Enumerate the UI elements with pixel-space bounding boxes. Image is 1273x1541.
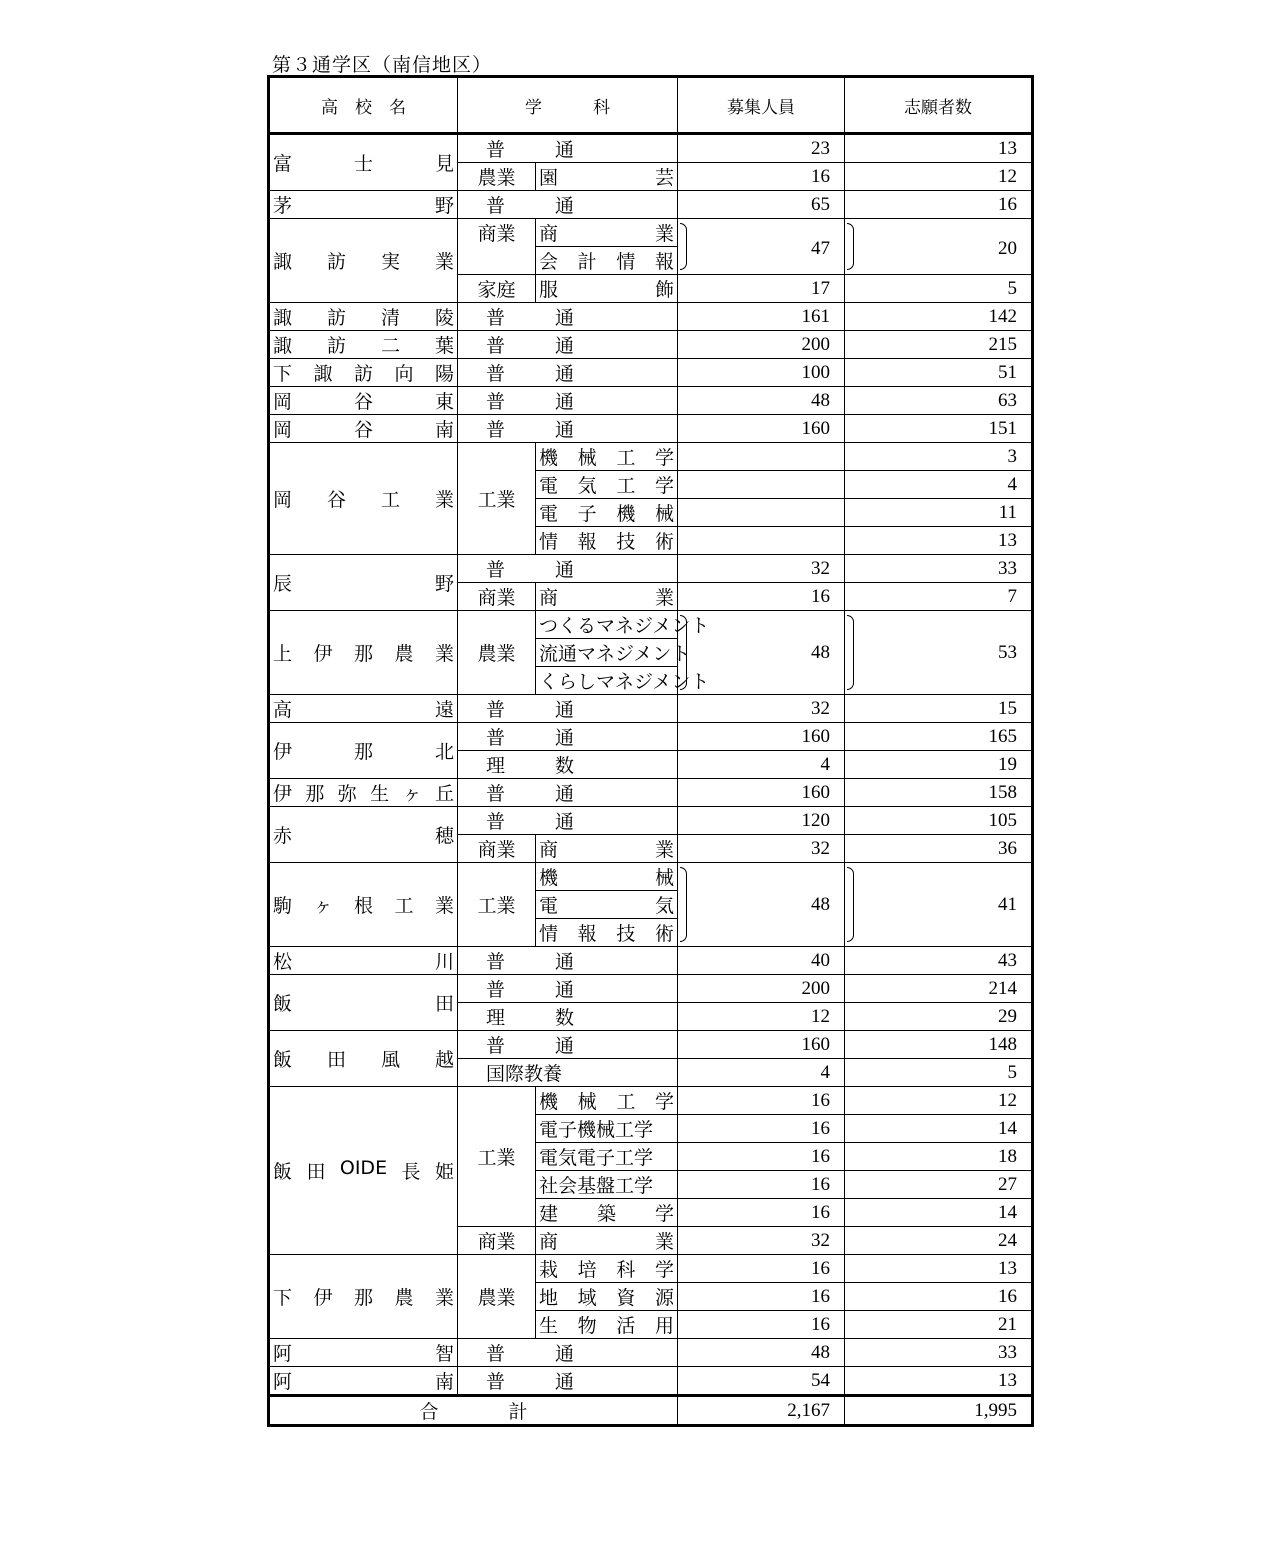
recruit-count: 200	[678, 331, 845, 359]
header-applicants: 志願者数	[845, 77, 1033, 134]
category-name: 商業	[458, 835, 536, 863]
subject-name: 情 報 技 術	[536, 527, 678, 555]
subject-name: 建 築 学	[536, 1199, 678, 1227]
applicant-count: 11	[845, 499, 1033, 527]
subject-name: 普 通	[458, 191, 678, 219]
applicant-count: 3	[845, 443, 1033, 471]
subject-name: 普 通	[458, 359, 678, 387]
recruit-count: 23	[678, 134, 845, 163]
table-row	[269, 331, 1033, 359]
category-name: 工業	[458, 1087, 536, 1227]
applicant-count: 63	[845, 387, 1033, 415]
school-name: 駒 ヶ 根 工 業	[269, 863, 458, 947]
subject-name: 商 業	[536, 835, 678, 863]
category-name: 工業	[458, 863, 536, 947]
subject-name: 国際教養	[458, 1059, 678, 1087]
school-name: 下 伊 那 農 業	[269, 1255, 458, 1339]
subject-name: 服 飾	[536, 275, 678, 303]
recruit-count: 160	[678, 1031, 845, 1059]
subject-name: くらしマネジメント	[536, 667, 678, 695]
table-row	[269, 611, 1033, 639]
recruit-count: 47	[678, 219, 845, 275]
school-name: 阿 南	[269, 1367, 458, 1396]
applicant-count: 21	[845, 1311, 1033, 1339]
applicant-count: 20	[845, 219, 1033, 275]
recruit-count: 48	[678, 863, 845, 947]
recruit-count: 48	[678, 1339, 845, 1367]
applicant-count: 29	[845, 1003, 1033, 1031]
school-name: 飯 田	[269, 975, 458, 1031]
recruit-count: 160	[678, 415, 845, 443]
table-row	[269, 807, 1033, 835]
category-name: 農業	[458, 1255, 536, 1339]
applicant-count: 165	[845, 723, 1033, 751]
recruit-count: 32	[678, 1227, 845, 1255]
school-name: 諏 訪 二 葉	[269, 331, 458, 359]
category-name: 商業	[458, 1227, 536, 1255]
category-name: 農業	[458, 163, 536, 191]
recruit-count	[678, 471, 845, 499]
subject-name: 普 通	[458, 1367, 678, 1396]
recruit-count: 120	[678, 807, 845, 835]
subject-name: 電子機械工学	[536, 1115, 678, 1143]
subject-name: 普 通	[458, 303, 678, 331]
subject-name: 普 通	[458, 947, 678, 975]
school-name: 岡 谷 南	[269, 415, 458, 443]
total-applicants: 1,995	[845, 1396, 1033, 1426]
subject-name: 社会基盤工学	[536, 1171, 678, 1199]
recruit-count: 65	[678, 191, 845, 219]
subject-name: 電 気 工 学	[536, 471, 678, 499]
table-row	[269, 443, 1033, 471]
subject-name: 普 通	[458, 779, 678, 807]
subject-name: 普 通	[458, 1339, 678, 1367]
subject-name: 情 報 技 術	[536, 919, 678, 947]
subject-name: 商 業	[536, 583, 678, 611]
table-row	[269, 415, 1033, 443]
applicant-count: 33	[845, 555, 1033, 583]
subject-name: 普 通	[458, 807, 678, 835]
recruit-count: 16	[678, 1143, 845, 1171]
subject-name: 機 械 工 学	[536, 1087, 678, 1115]
table-row	[269, 1087, 1033, 1115]
applicant-count: 214	[845, 975, 1033, 1003]
subject-name: 普 通	[458, 695, 678, 723]
table-row	[269, 555, 1033, 583]
total-label: 合 計	[269, 1396, 678, 1426]
applicant-count: 148	[845, 1031, 1033, 1059]
table-row	[269, 303, 1033, 331]
table-row	[269, 387, 1033, 415]
applicant-count: 24	[845, 1227, 1033, 1255]
category-name: 商業	[458, 219, 536, 275]
applicant-count: 4	[845, 471, 1033, 499]
recruit-count: 161	[678, 303, 845, 331]
table-row	[269, 975, 1033, 1003]
category-name: 家庭	[458, 275, 536, 303]
school-name: 上 伊 那 農 業	[269, 611, 458, 695]
subject-name: 地 域 資 源	[536, 1283, 678, 1311]
school-name: 飯 田 風 越	[269, 1031, 458, 1087]
recruit-count: 32	[678, 835, 845, 863]
subject-name: 普 通	[458, 331, 678, 359]
recruit-count: 160	[678, 723, 845, 751]
applicant-count: 53	[845, 611, 1033, 695]
subject-name: 生 物 活 用	[536, 1311, 678, 1339]
table-header-row	[269, 77, 1033, 134]
recruit-count: 4	[678, 1059, 845, 1087]
recruit-count: 16	[678, 1283, 845, 1311]
applicant-count: 105	[845, 807, 1033, 835]
applicant-count: 13	[845, 527, 1033, 555]
recruit-count: 200	[678, 975, 845, 1003]
subject-name: 会 計 情 報	[536, 247, 678, 275]
table-row	[269, 191, 1033, 219]
applicant-count: 36	[845, 835, 1033, 863]
table-row	[269, 219, 1033, 247]
table-row	[269, 359, 1033, 387]
subject-name: 普 通	[458, 723, 678, 751]
subject-name: 理 数	[458, 1003, 678, 1031]
recruit-count: 16	[678, 1255, 845, 1283]
recruit-count: 16	[678, 1199, 845, 1227]
category-name: 工業	[458, 443, 536, 555]
school-name: 富 士 見	[269, 134, 458, 191]
table-row	[269, 947, 1033, 975]
applicant-count: 215	[845, 331, 1033, 359]
school-name: 高 遠	[269, 695, 458, 723]
school-name: 松 川	[269, 947, 458, 975]
recruit-count: 160	[678, 779, 845, 807]
subject-name: 電 気	[536, 891, 678, 919]
recruit-count: 17	[678, 275, 845, 303]
school-name: 伊 那 北	[269, 723, 458, 779]
recruit-count	[678, 443, 845, 471]
school-name: 飯 田 OIDE 長 姫	[269, 1087, 458, 1255]
subject-name: つくるマネジメント	[536, 611, 678, 639]
applicant-count: 151	[845, 415, 1033, 443]
applicant-count: 7	[845, 583, 1033, 611]
applicant-count: 12	[845, 1087, 1033, 1115]
applicant-count: 16	[845, 191, 1033, 219]
applicant-count: 14	[845, 1199, 1033, 1227]
recruit-count: 4	[678, 751, 845, 779]
page-title: 第３通学区（南信地区）	[272, 54, 493, 76]
enrollment-table	[267, 75, 1034, 1427]
applicant-count: 5	[845, 1059, 1033, 1087]
applicant-count: 43	[845, 947, 1033, 975]
table-row	[269, 695, 1033, 723]
subject-name: 電気電子工学	[536, 1143, 678, 1171]
applicant-count: 13	[845, 1255, 1033, 1283]
header-recruit: 募集人員	[678, 77, 845, 134]
applicant-count: 14	[845, 1115, 1033, 1143]
header-school: 高 校 名	[269, 77, 458, 134]
applicant-count: 13	[845, 134, 1033, 163]
applicant-count: 51	[845, 359, 1033, 387]
recruit-count: 16	[678, 163, 845, 191]
subject-name: 普 通	[458, 555, 678, 583]
recruit-count: 16	[678, 1171, 845, 1199]
school-name: 諏 訪 実 業	[269, 219, 458, 303]
subject-name: 普 通	[458, 415, 678, 443]
recruit-count	[678, 527, 845, 555]
total-recruit: 2,167	[678, 1396, 845, 1426]
applicant-count: 27	[845, 1171, 1033, 1199]
subject-name: 栽 培 科 学	[536, 1255, 678, 1283]
recruit-count: 48	[678, 387, 845, 415]
recruit-count: 12	[678, 1003, 845, 1031]
school-name: 赤 穂	[269, 807, 458, 863]
subject-name: 電 子 機 械	[536, 499, 678, 527]
total-row	[269, 1396, 1033, 1426]
recruit-count: 16	[678, 583, 845, 611]
applicant-count: 158	[845, 779, 1033, 807]
subject-name: 理 数	[458, 751, 678, 779]
applicant-count: 13	[845, 1367, 1033, 1396]
recruit-count: 16	[678, 1087, 845, 1115]
recruit-count: 32	[678, 695, 845, 723]
school-name: 茅 野	[269, 191, 458, 219]
table-row	[269, 863, 1033, 891]
school-name: 伊 那 弥 生 ヶ 丘	[269, 779, 458, 807]
applicant-count: 16	[845, 1283, 1033, 1311]
recruit-count: 16	[678, 1115, 845, 1143]
applicant-count: 142	[845, 303, 1033, 331]
table-row	[269, 1255, 1033, 1283]
recruit-count: 100	[678, 359, 845, 387]
subject-name: 機 械	[536, 863, 678, 891]
school-name: 諏 訪 清 陵	[269, 303, 458, 331]
school-name: 辰 野	[269, 555, 458, 611]
applicant-count: 33	[845, 1339, 1033, 1367]
applicant-count: 5	[845, 275, 1033, 303]
applicant-count: 41	[845, 863, 1033, 947]
table-row	[269, 723, 1033, 751]
school-name: 下 諏 訪 向 陽	[269, 359, 458, 387]
header-subject: 学 科	[458, 77, 678, 134]
school-name: 阿 智	[269, 1339, 458, 1367]
applicant-count: 19	[845, 751, 1033, 779]
table-row	[269, 1367, 1033, 1396]
subject-name: 普 通	[458, 975, 678, 1003]
category-name: 商業	[458, 583, 536, 611]
recruit-count: 48	[678, 611, 845, 695]
subject-name: 園 芸	[536, 163, 678, 191]
applicant-count: 15	[845, 695, 1033, 723]
table-row	[269, 1031, 1033, 1059]
recruit-count: 32	[678, 555, 845, 583]
category-name: 農業	[458, 611, 536, 695]
school-name: 岡 谷 東	[269, 387, 458, 415]
recruit-count	[678, 499, 845, 527]
subject-name: 商 業	[536, 1227, 678, 1255]
recruit-count: 16	[678, 1311, 845, 1339]
recruit-count: 40	[678, 947, 845, 975]
table-row	[269, 779, 1033, 807]
subject-name: 商 業	[536, 219, 678, 247]
applicant-count: 18	[845, 1143, 1033, 1171]
subject-name: 普 通	[458, 134, 678, 163]
table-row	[269, 1339, 1033, 1367]
subject-name: 普 通	[458, 1031, 678, 1059]
table-row	[269, 134, 1033, 163]
subject-name: 機 械 工 学	[536, 443, 678, 471]
school-name: 岡 谷 工 業	[269, 443, 458, 555]
subject-name: 普 通	[458, 387, 678, 415]
applicant-count: 12	[845, 163, 1033, 191]
recruit-count: 54	[678, 1367, 845, 1396]
subject-name: 流通マネジメント	[536, 639, 678, 667]
table-body	[269, 134, 1033, 1426]
